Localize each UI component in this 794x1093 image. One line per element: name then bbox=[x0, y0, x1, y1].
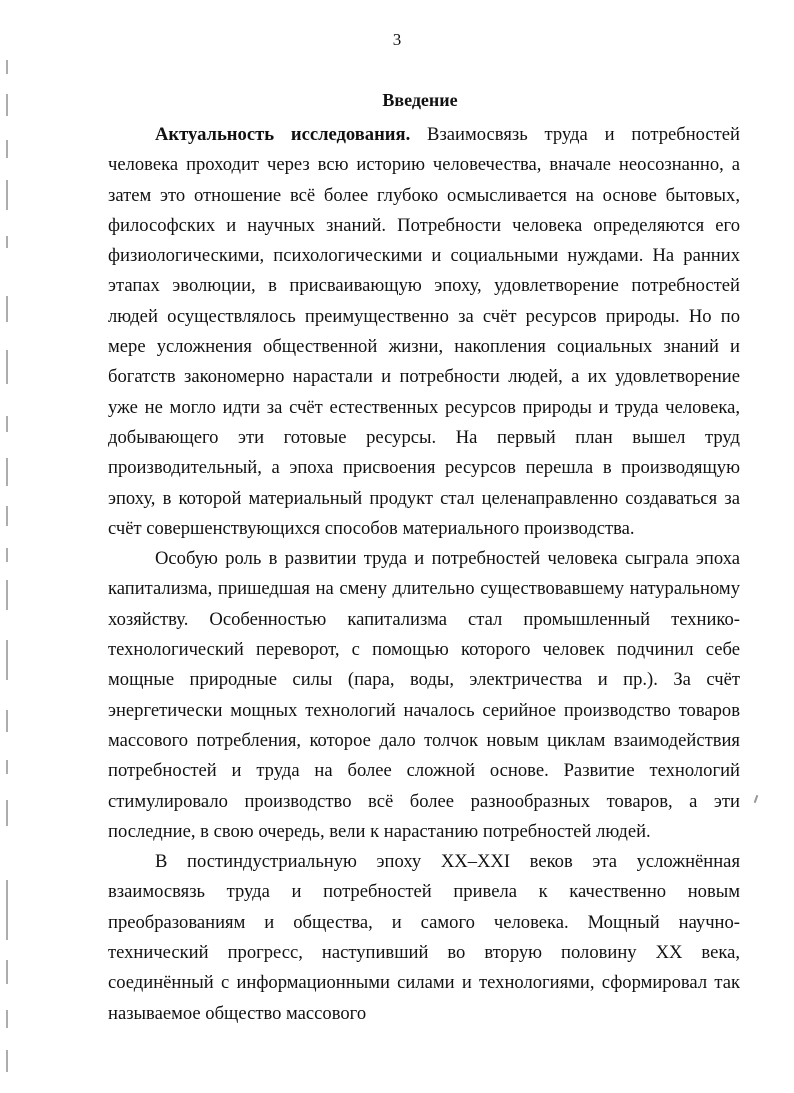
paragraph-text: Взаимосвязь труда и потребностей человека проходит через всю историю человечества, вначале неосознанно, а затем это отношение всё более глубоко осмысливается на основе бытовых, философских и научных знаний. Потребности человека определяются его физиологическими, психологическими и социальными нуждами. На ранних этапах эволюции, в присваивающую эпоху, удовлетворение потребностей людей осуществлялось преимущественно за счёт ресурсов природы. Но по мере усложнения общественной жизни, накопления социальных знаний и богатств закономерно нарастали и потребности людей, а их удовлетворение уже не могло идти за счёт естественных ресурсов природы и труда человека, добывающего эти готовые ресурсы. На первый план вышел труд производительный, а эпоха присвоения ресурсов перешла в производящую эпоху, в которой материальный продукт стал целенаправленно создаваться за счёт совершенствующихся способов материального производства. bbox=[108, 124, 740, 539]
paragraph bbox=[108, 847, 740, 1029]
scan-margin-artifacts bbox=[4, 60, 14, 1080]
paragraph-text: Особую роль в развитии труда и потребностей человека сыграла эпоха капитализма, пришедшая на смену длительно существовавшему натуральному хозяйству. Особенностью капитализма стал промышленный технико-технологический переворот, с помощью которого человек подчинил себе мощные природные силы (пара, воды, электричества и пр.). За счёт энергетически мощных технологий началось серийное производство товаров массового потребления, которое дало толчок новым циклам взаимодействия потребностей и труда на более сложной основе. Развитие технологий стимулировало производство всё более разнообразных товаров, а эти последние, в свою очередь, вели к нарастанию потребностей людей. bbox=[108, 548, 740, 842]
scan-speck bbox=[754, 795, 759, 803]
paragraph bbox=[108, 120, 740, 544]
section-heading: Введение bbox=[382, 90, 458, 110]
paragraph-lead: Актуальность исследования. bbox=[155, 124, 411, 145]
paragraph bbox=[108, 544, 740, 847]
page-number: 3 bbox=[392, 30, 402, 49]
paragraph-text: В постиндустриальную эпоху XX–XXI веков эта усложнённая взаимосвязь труда и потребностей привела к качественно новым преобразованиям и общества, и самого человека. Мощный научно-технический прогресс, наступивший во вторую половину XX века, соединённый с информационными силами и технологиями, сформировал так называемое общество массового bbox=[108, 851, 740, 1024]
body-text bbox=[108, 120, 740, 1029]
